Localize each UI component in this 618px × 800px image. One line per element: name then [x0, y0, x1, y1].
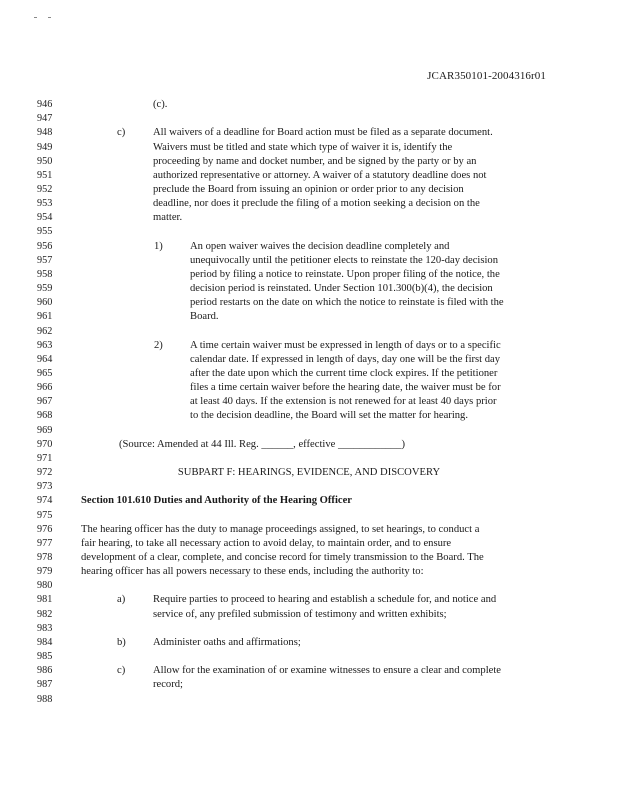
line-text: An open waiver waives the decision deadline completely and: [190, 240, 450, 252]
line-number: 953: [37, 198, 53, 210]
document-line: [0, 452, 618, 465]
document-line: [0, 608, 618, 621]
line-number: 956: [37, 240, 53, 252]
line-number: 979: [37, 566, 53, 578]
line-number: 977: [37, 537, 53, 549]
document-line: [0, 636, 618, 649]
line-number: 964: [37, 353, 53, 365]
line-number: 980: [37, 580, 53, 592]
document-line: [0, 197, 618, 210]
document-line: [0, 183, 618, 196]
line-number: 965: [37, 367, 53, 379]
line-text: All waivers of a deadline for Board action must be filed as a separate document.: [153, 127, 493, 139]
document-line: [0, 551, 618, 564]
line-number: 946: [37, 99, 53, 110]
line-number: 982: [37, 608, 53, 620]
document-line: [0, 126, 618, 139]
line-number: 948: [37, 127, 53, 139]
line-number: 960: [37, 297, 53, 309]
document-line: [0, 367, 618, 380]
line-text: proceeding by name and docket number, and be signed by the party or by an: [153, 155, 477, 167]
line-text: hearing officer has all powers necessary to these ends, including the authority to:: [81, 566, 424, 578]
line-number: 972: [37, 467, 53, 478]
line-number: 968: [37, 410, 53, 422]
line-number: 949: [37, 141, 53, 153]
scan-mark: [48, 17, 51, 18]
line-number: 974: [37, 495, 53, 507]
line-text: Allow for the examination of or examine witnesses to ensure a clear and complete: [153, 665, 502, 677]
sublist-marker: 1): [154, 240, 163, 252]
line-text: record;: [153, 679, 183, 691]
scan-mark: [34, 17, 37, 18]
line-text: (Source: Amended at 44 Ill. Reg. ______, effective ____________): [119, 438, 406, 450]
document-line: [0, 268, 618, 281]
line-number: 958: [37, 268, 53, 280]
document-id: JCAR350101-2004316r01: [427, 70, 546, 82]
document-line: [0, 537, 618, 550]
document-line: [0, 141, 618, 154]
line-number: 978: [37, 552, 53, 563]
section-heading: Section 101.610 Duties and Authority of the Hearing Officer: [81, 495, 352, 507]
document-line: [0, 254, 618, 267]
line-text: period restarts on the date on which the notice to reinstate is filed with the: [190, 297, 504, 309]
document-line: [0, 622, 618, 635]
document-line: [0, 480, 618, 493]
document-line: [0, 296, 618, 309]
line-number: 969: [37, 424, 53, 436]
line-text: Require parties to proceed to hearing and establish a schedule for, and notice and: [153, 594, 497, 606]
line-number: 962: [37, 325, 53, 337]
line-text: unequivocally until the petitioner elects to reinstate the 120-day decision: [190, 254, 499, 266]
document-line: [0, 155, 618, 168]
line-number: 985: [37, 651, 53, 662]
document-line: [0, 494, 618, 507]
document-line: [0, 693, 618, 706]
line-text: decision period is reinstated. Under Section 101.300(b)(4), the decision: [190, 283, 493, 294]
line-number: 986: [37, 665, 53, 677]
line-text: authorized representative or attorney. A waiver of a statutory deadline does not: [153, 169, 487, 181]
document-line: [0, 579, 618, 592]
document-line: [0, 466, 618, 479]
line-text: (c).: [153, 99, 168, 110]
line-text: calendar date. If expressed in length of days, day one will be the first day: [190, 353, 501, 365]
line-number: 947: [37, 113, 53, 125]
document-line: [0, 593, 618, 606]
document-line: [0, 225, 618, 238]
document-line: [0, 240, 618, 253]
document-line: [0, 282, 618, 295]
line-text: A time certain waiver must be expressed in length of days or to a specific: [190, 339, 501, 351]
line-number: 988: [37, 693, 53, 705]
line-number: 957: [37, 254, 53, 266]
line-text: deadline, nor does it preclude the filing of a motion seeking a decision on the: [153, 198, 480, 210]
document-line: [0, 438, 618, 451]
document-line: [0, 523, 618, 536]
document-line: [0, 678, 618, 691]
document-line: [0, 169, 618, 182]
line-text: period by filing a notice to reinstate. Upon proper filing of the notice, the: [190, 268, 500, 280]
line-text: matter.: [153, 212, 183, 224]
line-text: preclude the Board from issuing an opinion or order prior to any decision: [153, 183, 464, 195]
list-marker: a): [117, 594, 126, 606]
list-marker: c): [117, 665, 126, 677]
line-number: 976: [37, 523, 53, 535]
line-text: after the date upon which the current time clock expires. If the petitioner: [190, 367, 498, 379]
line-text: fair hearing, to take all necessary action to avoid delay, to maintain order, and to ensure: [81, 537, 452, 549]
document-line: [0, 509, 618, 522]
document-line: [0, 112, 618, 125]
line-number: 954: [37, 212, 53, 224]
line-number: 981: [37, 594, 53, 606]
line-number: 967: [37, 396, 53, 408]
sublist-marker: 2): [154, 339, 163, 351]
document-line: [0, 325, 618, 338]
line-number: 973: [37, 481, 53, 493]
line-text: development of a clear, complete, and concise record for timely transmission to the Board. The: [81, 552, 484, 563]
document-line: [0, 650, 618, 663]
line-number: 970: [37, 438, 53, 450]
list-marker: c): [117, 127, 126, 139]
line-text: Administer oaths and affirmations;: [153, 636, 301, 648]
document-line: [0, 211, 618, 224]
document-line: [0, 424, 618, 437]
document-line: [0, 310, 618, 323]
line-number: 984: [37, 636, 53, 648]
line-text: to the decision deadline, the Board will set the matter for hearing.: [190, 410, 468, 422]
line-number: 963: [37, 339, 53, 351]
line-number: 983: [37, 622, 53, 634]
line-number: 950: [37, 155, 53, 167]
line-number: 951: [37, 169, 53, 181]
document-line: [0, 98, 618, 111]
document-line: [0, 381, 618, 394]
document-line: [0, 565, 618, 578]
line-number: 961: [37, 311, 53, 323]
document-line: [0, 395, 618, 408]
document-line: [0, 664, 618, 677]
subpart-heading: SUBPART F: HEARINGS, EVIDENCE, AND DISCOVERY: [177, 467, 441, 478]
document-line: [0, 339, 618, 352]
line-text: Board.: [190, 311, 219, 323]
document-line: [0, 409, 618, 422]
line-number: 952: [37, 183, 53, 195]
line-number: 966: [37, 382, 53, 394]
list-marker: b): [117, 636, 126, 648]
line-number: 971: [37, 452, 53, 464]
line-text: service of, any prefiled submission of testimony and written exhibits;: [153, 608, 447, 620]
line-text: at least 40 days. If the extension is not renewed for at least 40 days prior: [190, 396, 497, 408]
line-text: files a time certain waiver before the hearing date, the waiver must be for: [190, 382, 501, 394]
line-number: 955: [37, 226, 53, 238]
line-number: 975: [37, 509, 53, 521]
line-text: Waivers must be titled and state which type of waiver it is, identify the: [153, 141, 453, 153]
line-number: 987: [37, 679, 53, 691]
line-text: The hearing officer has the duty to manage proceedings assigned, to set hearings, to conduct a: [81, 523, 480, 535]
document-line: [0, 353, 618, 366]
line-number: 959: [37, 283, 53, 294]
